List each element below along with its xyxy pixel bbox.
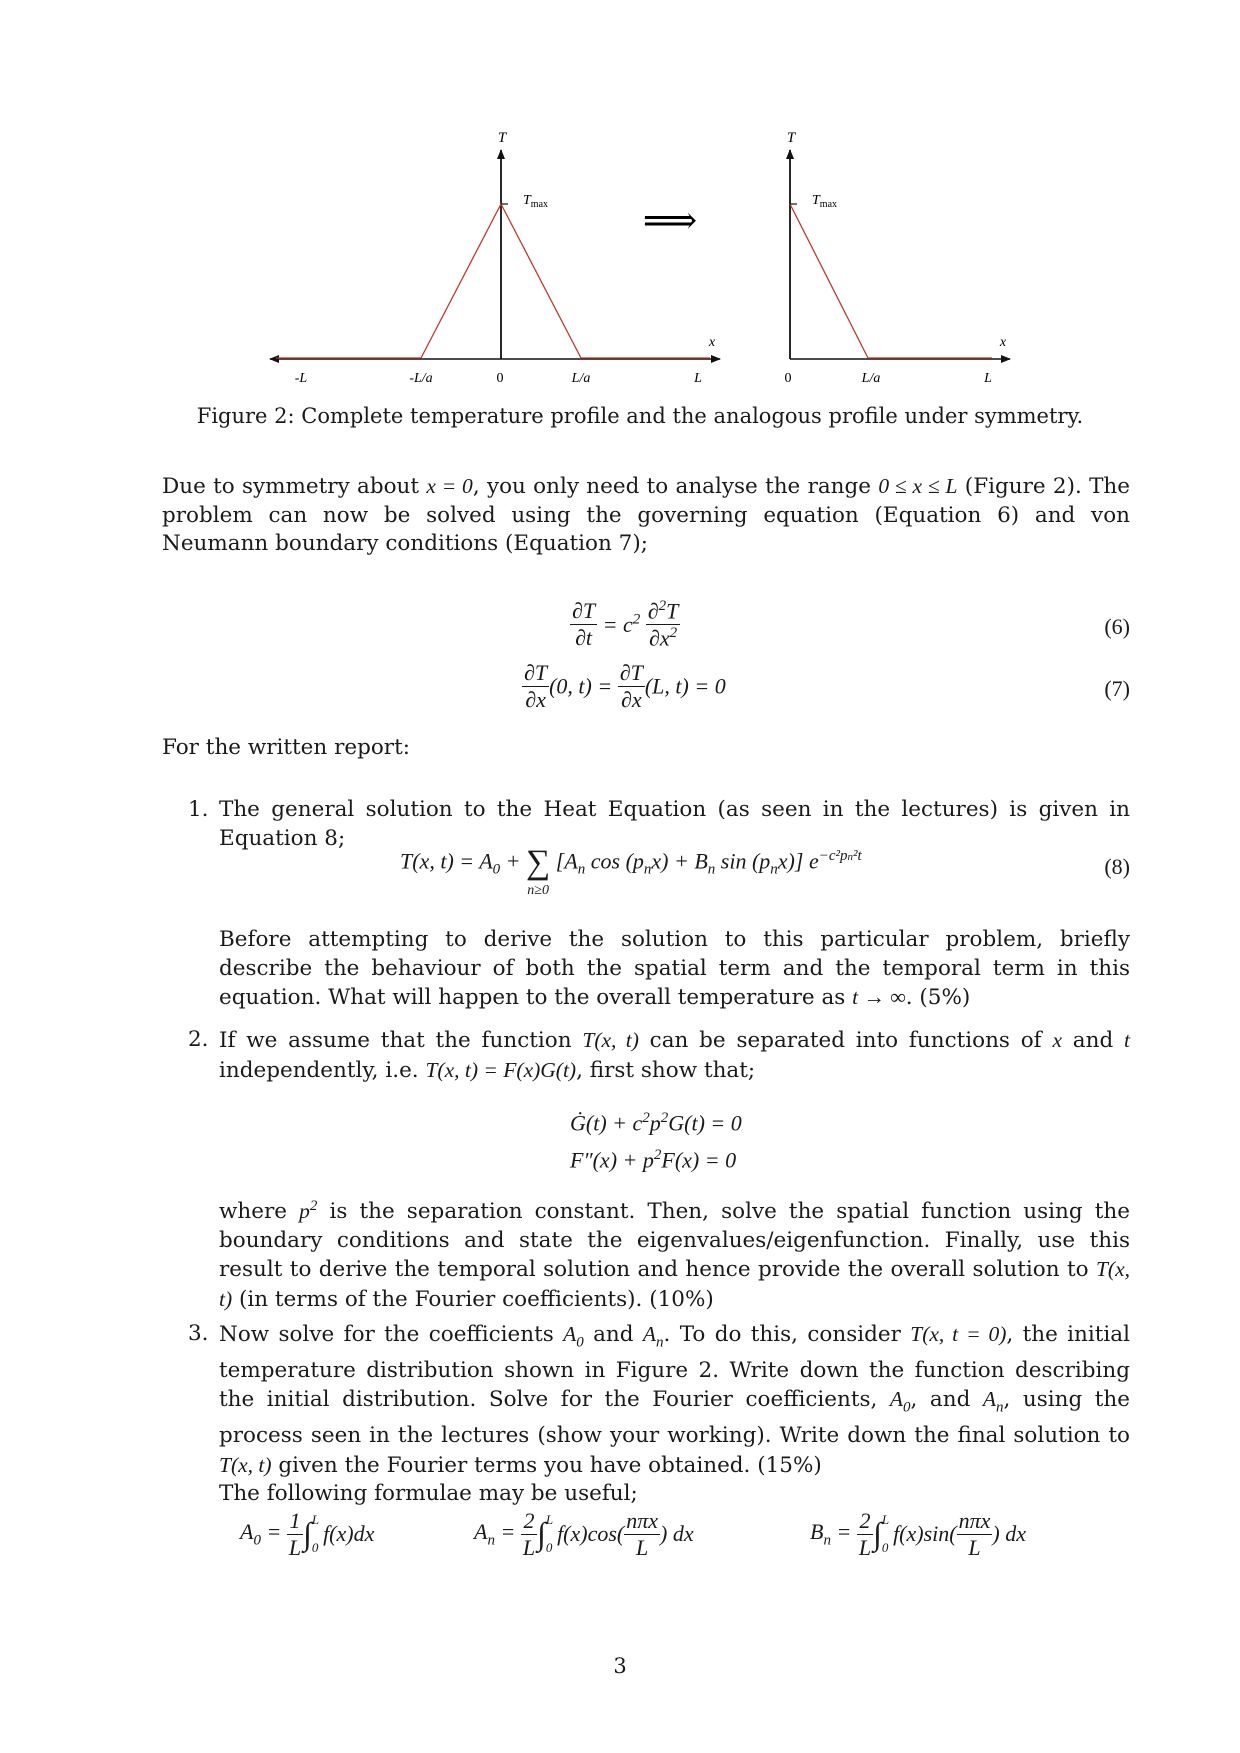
formula-an: $A_n$ = $\frac{2}{L}$ ∫L 0f(x)cos( $\frac{\text{nπx}}{L}$ ) dx	[474, 1507, 694, 1560]
left-tick-l: L	[694, 371, 702, 386]
item-2-intro-math-4: T(x, t) = F(x)G(t)	[425, 1057, 577, 1082]
list-item-3: 3. Now solve for the coefficients $A_0$ and $A_n$. To do this, consider T(x, t = 0), the initial temperature distribution shown in Figure 2. Write down the function describing the initial distribution. Solve for the Fourier coefficients, $A_0$, and $A_n$, using the process seen in the lectures (show your working). Write down the final solution to T(x, t) given the Fourier terms you have obtained. (15%) The following formulae may be useful;	[188, 1320, 1130, 1509]
fourier-formulae	[162, 1506, 1130, 1580]
left-tick-neg-la: -L/a	[409, 371, 433, 386]
item-2-body-a: where	[219, 1199, 300, 1225]
right-plot	[785, 130, 1011, 386]
item-3-text-b: and	[583, 1322, 643, 1347]
left-x-label: x	[708, 335, 716, 350]
intro-math-1: x = 0	[426, 474, 473, 498]
list-item-2-number: 2.	[188, 1027, 209, 1052]
temporal-ode: Ġ(t) + $c^2p^2G(t) = 0$	[570, 1110, 742, 1136]
report-heading: For the written report:	[162, 735, 410, 760]
item-2-intro-a: If we assume that the function	[219, 1028, 583, 1053]
right-tick-la: L/a	[861, 371, 881, 386]
equation-7: $\frac{\partial T}{\partial x}$ (0, t) = $\frac{\partial T}{\partial x}$ (L, t) = 0 (7)	[524, 660, 1130, 712]
left-tick-zero: 0	[496, 371, 504, 386]
item-3-text-g: given the Fourier terms you have obtained. (15%)	[271, 1452, 822, 1478]
page-number: 3	[613, 1654, 627, 1678]
item-2-intro-math-1: T(x, t)	[582, 1028, 639, 1052]
intro-paragraph	[162, 472, 1130, 559]
right-tmax-label: $T_{max}$	[812, 193, 838, 210]
item-3-text-f: , using the process seen in the lectures (show your working). Write down the final solution to	[219, 1387, 1130, 1449]
item-2-intro-math-3: t	[1124, 1028, 1130, 1052]
intro-text-3: (Figure 2). The problem can now be solved using the governing equation (Equation 6) and von Neumann boundary conditions (Equation 7);	[162, 474, 1131, 556]
right-y-label: T	[786, 130, 796, 146]
implies-arrow-icon: ⟹	[642, 200, 698, 242]
left-tmax-label: $T_{max}$	[523, 193, 549, 210]
equation-8-number: (8)	[1104, 854, 1130, 879]
equation-6-number: (6)	[1104, 614, 1130, 639]
item-2-body-b: is the separation constant. Then, solve the spatial function using the boundary conditions and state the eigenvalues/eigenfunction. Finally, use this result to derive the temporal solution and hence provide the overall solution to	[219, 1199, 1130, 1283]
item-2-intro-math-2: x	[1052, 1028, 1062, 1052]
item-2-body: where $p^2$ is the separation constant. Then, solve the spatial function using the boundary conditions and state the eigenvalues/eigenfunction. Finally, use this result to derive the temporal solution and hence provide the overall solution to T(x, t) (in terms of the Fourier coefficients). (10%)	[219, 1198, 1130, 1312]
formula-a0: $A_0$ = $\frac{1}{L}$ ∫L 0f(x)dx	[240, 1507, 375, 1560]
figure-caption: Figure 2: Complete temperature profile and the analogous profile under symmetry.	[196, 404, 1084, 428]
item-3-text-c: . To do this, consider	[663, 1322, 911, 1347]
item-2-intro-b: can be separated into functions of	[638, 1028, 1053, 1053]
item-3-math-2: T(x, t)	[219, 1452, 272, 1477]
item-1-body	[188, 926, 1130, 1013]
item-1-body-end: . (5%)	[905, 985, 971, 1010]
item-2-body-c: (in terms of the Fourier coefficients). (10%)	[232, 1286, 714, 1312]
equation-7-number: (7)	[1104, 676, 1130, 701]
item-2-intro-c: and	[1061, 1028, 1125, 1053]
item-1-body-text: Before attempting to derive the solution to this particular problem, briefly describe the behaviour of both the spatial term and the temporal term in this equation. What will happen to the overall temperature as	[219, 927, 1130, 1010]
item-3-text-e: , and	[910, 1387, 983, 1413]
list-item-1	[188, 796, 1130, 853]
left-y-label: T	[497, 130, 507, 146]
item-3-text-d: , the initial temperature distribution shown in Figure 2. Write down the function describing the initial distribution. Solve for the Fourier coefficients,	[219, 1322, 1130, 1413]
right-x-label: x	[999, 335, 1007, 350]
list-item-1-number: 1.	[188, 797, 209, 822]
item-3-text-a: Now solve for the coefficients	[219, 1322, 564, 1347]
temperature-profile-figure	[250, 120, 1040, 390]
item-3-useful: The following formulae may be useful;	[219, 1481, 638, 1507]
item-2-body-math: T(x, t)	[219, 1257, 1130, 1311]
right-tick-zero: 0	[784, 371, 792, 386]
item-1-intro: The general solution to the Heat Equation (as seen in the lectures) is given in Equation 8;	[219, 797, 1130, 851]
list-item-3-number: 3.	[188, 1321, 209, 1346]
item-1-body-math: t → ∞	[852, 985, 906, 1009]
list-item-2	[188, 1026, 1130, 1085]
item-2-intro-e: , first show that;	[576, 1057, 756, 1083]
left-tick-neg-l: -L	[294, 371, 308, 386]
left-tick-la: L/a	[571, 371, 591, 386]
right-profile-line	[790, 204, 992, 358]
intro-math-2: 0 ≤ x ≤ L	[878, 474, 958, 498]
right-tick-l: L	[984, 371, 992, 386]
formula-bn: $B_n$ = $\frac{2}{L}$ ∫L 0f(x)sin( $\frac{\text{nπx}}{L}$ ) dx	[810, 1507, 1026, 1560]
intro-text-1: Due to symmetry about	[162, 474, 427, 499]
item-3-math: T(x, t = 0)	[910, 1322, 1007, 1346]
intro-text-2: , you only need to analyse the range	[472, 474, 879, 499]
equation-8: T(x, $t) = A_0$ + ∑ $^{n\ge 0}$ [$A_n$ $\cos (p_nx) + B_n$ $\sin (p_nx)$] $e^{-c^2pn^2t}$ (8)	[400, 844, 1130, 898]
equation-6: $\frac{\partial T}{\partial t}$ = $c^2$ $\frac{\partial^2T}{\partial x^2}$ (6)	[572, 598, 1130, 651]
left-plot	[270, 130, 720, 386]
item-2-intro-d: independently, i.e.	[219, 1057, 426, 1083]
spatial-ode: $F''(x) + p^2F(x) = 0$	[570, 1147, 737, 1173]
